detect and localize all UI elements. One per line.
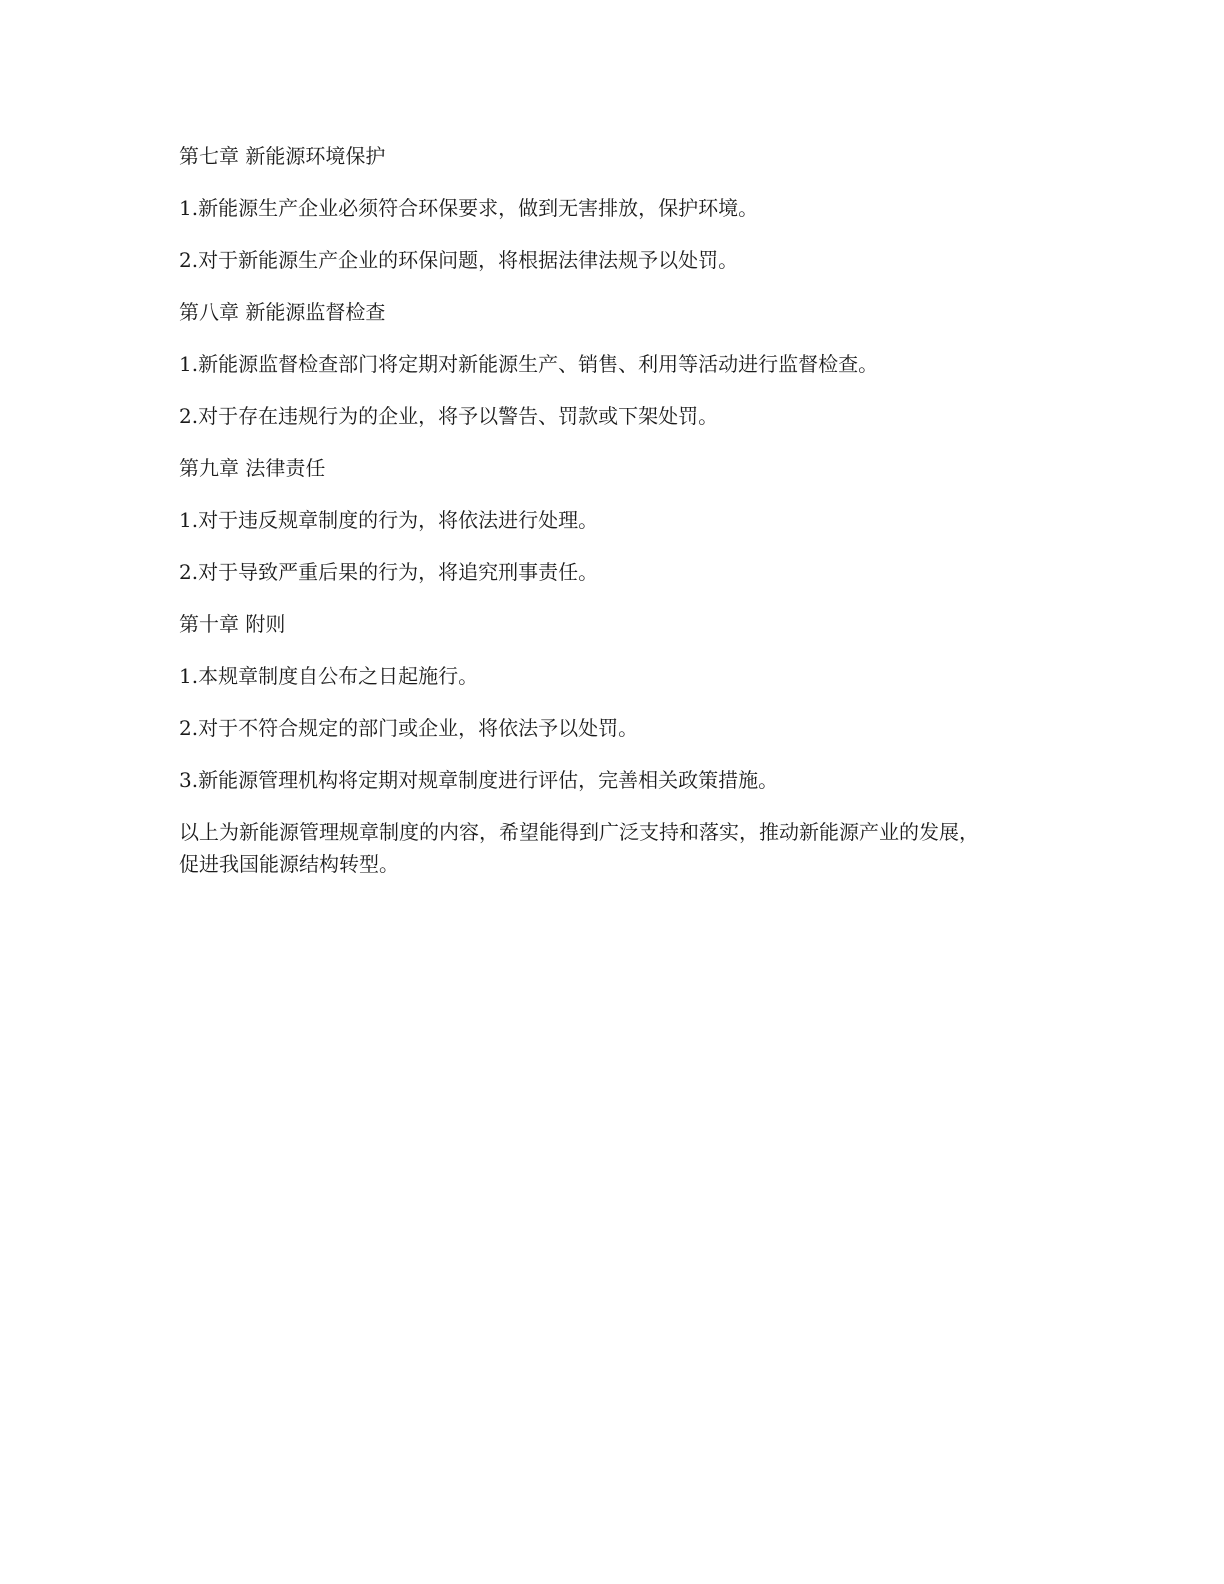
chapter-10-item-1: 1.本规章制度自公布之日起施行。 <box>179 664 479 688</box>
chapter-7-heading: 第七章 新能源环境保护 <box>179 144 386 168</box>
document-body <box>179 140 1059 880</box>
chapter-10-item-2: 2.对于不符合规定的部门或企业，将依法予以处罚。 <box>179 716 639 740</box>
closing-paragraph <box>179 816 1059 880</box>
chapter-8-item-2: 2.对于存在违规行为的企业，将予以警告、罚款或下架处罚。 <box>179 404 719 428</box>
chapter-9-heading: 第九章 法律责任 <box>179 456 326 480</box>
chapter-7-item-2: 2.对于新能源生产企业的环保问题，将根据法律法规予以处罚。 <box>179 248 739 272</box>
chapter-10-item-3: 3.新能源管理机构将定期对规章制度进行评估，完善相关政策措施。 <box>179 768 779 792</box>
chapter-7-item-1: 1.新能源生产企业必须符合环保要求，做到无害排放，保护环境。 <box>179 196 759 220</box>
chapter-9-item-2: 2.对于导致严重后果的行为，将追究刑事责任。 <box>179 560 599 584</box>
chapter-8-heading: 第八章 新能源监督检查 <box>179 300 386 324</box>
chapter-8-item-1: 1.新能源监督检查部门将定期对新能源生产、销售、利用等活动进行监督检查。 <box>179 352 879 376</box>
chapter-10-heading: 第十章 附则 <box>179 612 286 636</box>
chapter-9-item-1: 1.对于违反规章制度的行为，将依法进行处理。 <box>179 508 599 532</box>
closing-line-2: 促进我国能源结构转型。 <box>179 852 399 876</box>
closing-line-1: 以上为新能源管理规章制度的内容，希望能得到广泛支持和落实，推动新能源产业的发展， <box>179 820 979 844</box>
